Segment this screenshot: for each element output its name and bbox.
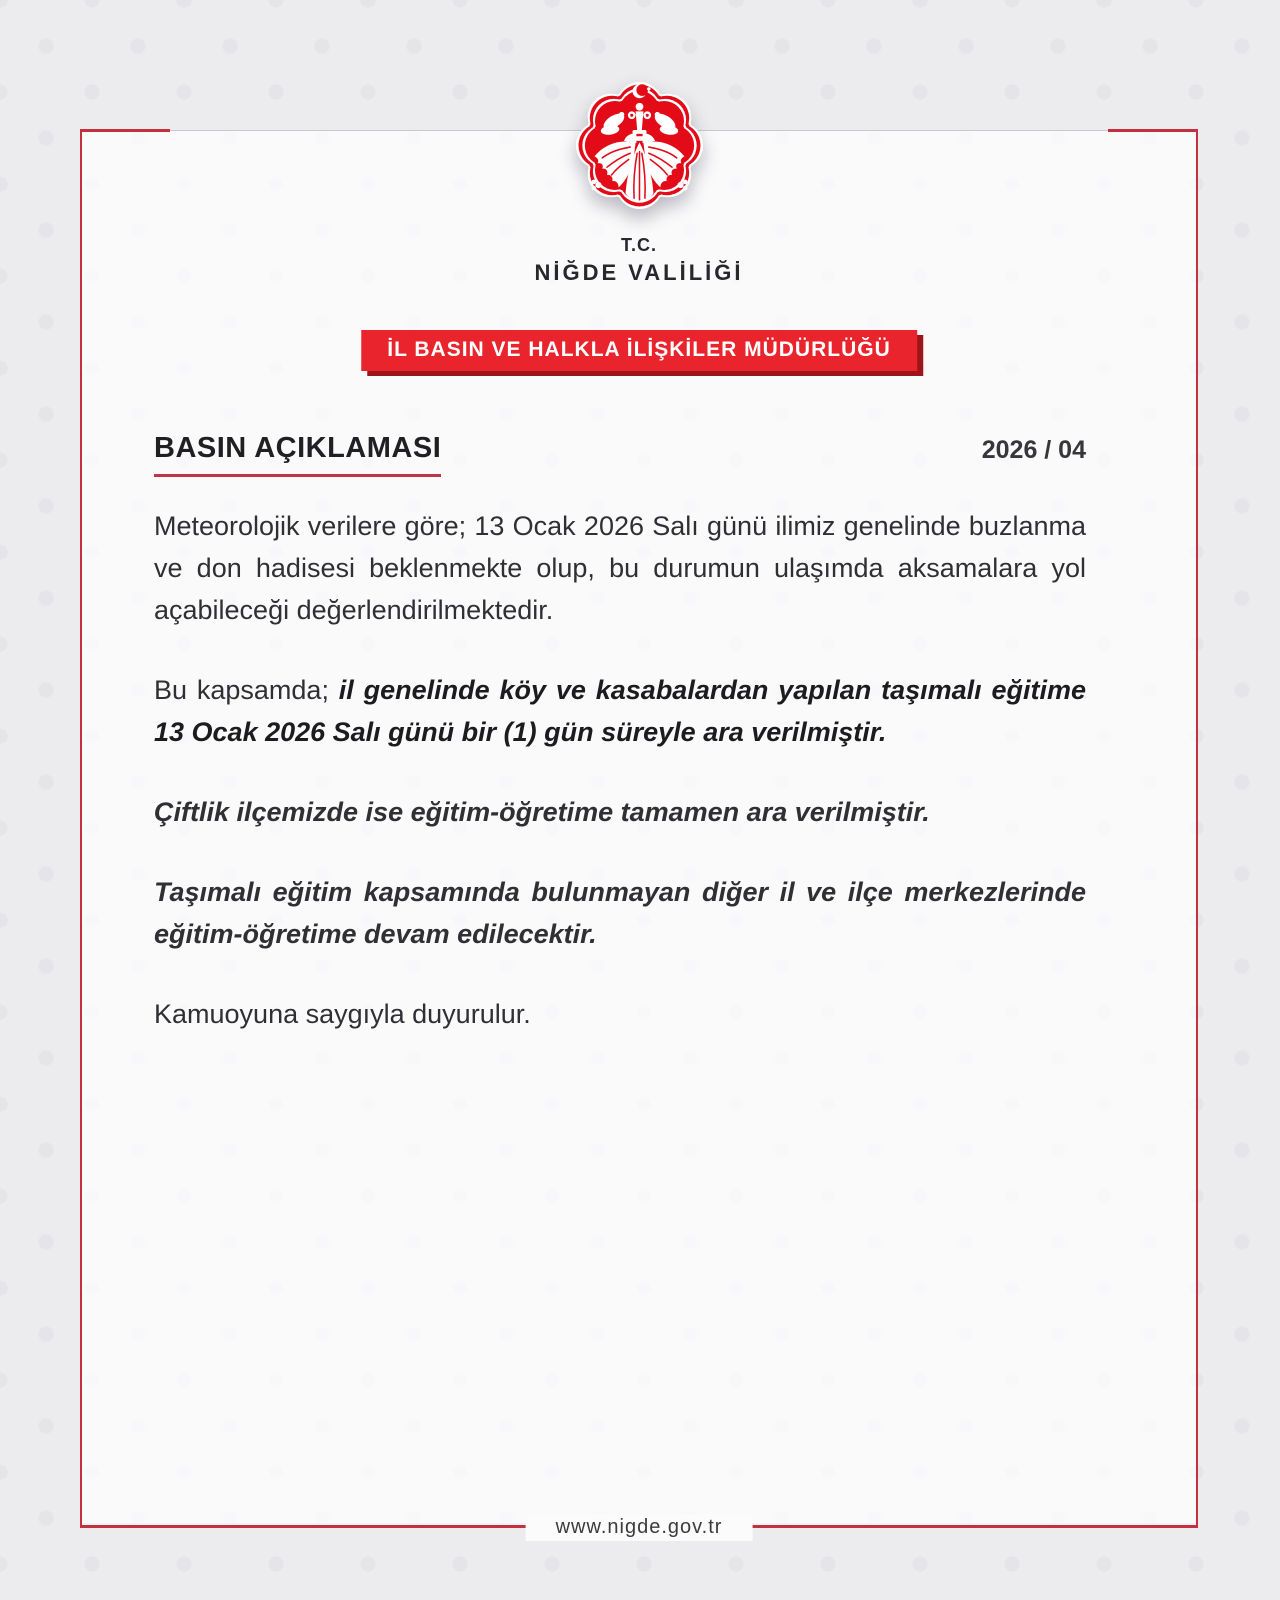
document-card <box>80 130 1198 1538</box>
footer-website-url: www.nigde.gov.tr <box>526 1514 753 1541</box>
organization-name: NİĞDE VALİLİĞİ <box>534 260 744 285</box>
header <box>82 68 1196 286</box>
press-release-body <box>154 432 1086 1073</box>
state-prefix: T.C. <box>620 235 657 255</box>
document-title: BASIN AÇIKLAMASI <box>154 432 441 477</box>
paragraph-ciftlik-district: Çiftlik ilçemizde ise eğitim-öğretime tamamen ara verilmiştir. <box>154 797 930 827</box>
nigde-valiligi-emblem <box>562 68 717 223</box>
reference-number: 2026 / 04 <box>981 436 1086 464</box>
paragraph-closing: Kamuoyuna saygıyla duyurulur. <box>154 999 531 1029</box>
paragraph-transported-education <box>154 669 1086 753</box>
paragraph-emphasis: il genelinde köy ve kasabalardan yapılan taşımalı eğitime 13 Ocak 2026 Salı günü bir (1) gün süreyle ara verilmiştir. <box>154 675 1086 747</box>
paragraph-other-districts: Taşımalı eğitim kapsamında bulunmayan diğer il ve ilçe merkezlerinde eğitim-öğretime devam edilecektir. <box>154 877 1086 949</box>
title-row <box>154 432 1086 477</box>
paragraph-lead: Bu kapsamda; <box>154 675 339 705</box>
paragraph-weather-notice: Meteorolojik verilere göre; 13 Ocak 2026 Salı günü ilimiz genelinde buzlanma ve don hadisesi beklenmekte olup, bu durumun ulaşımda aksamalara yol açabileceği değerlendirilmektedir. <box>154 511 1086 625</box>
department-banner: İL BASIN VE HALKLA İLİŞKİLER MÜDÜRLÜĞÜ <box>361 330 917 371</box>
